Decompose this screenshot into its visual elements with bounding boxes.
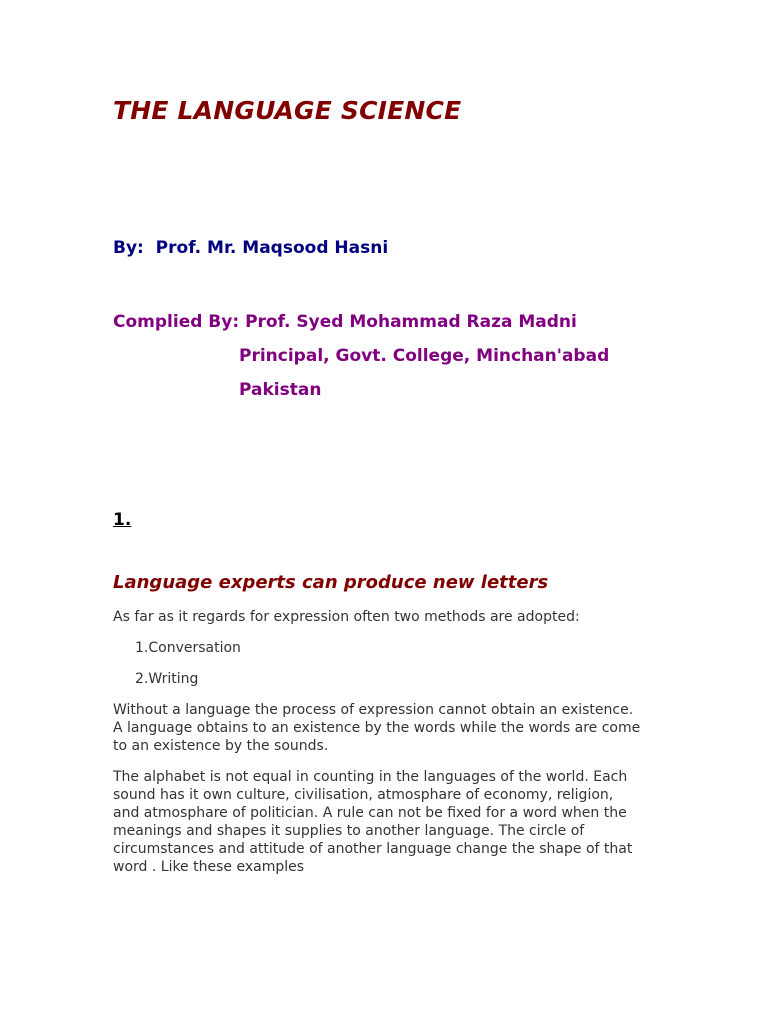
body-paragraph: Without a language the process of expression cannot obtain an existence. A language obtains to an existence by the words while the words are come to an existence by the sounds. [113, 702, 641, 754]
list-item: 2.Writing [135, 671, 199, 687]
compiler-position: Principal, Govt. College, Minchan'abad [239, 346, 610, 366]
author-byline: By: Prof. Mr. Maqsood Hasni [113, 238, 389, 258]
section-number: 1. [113, 510, 132, 530]
section-heading: Language experts can produce new letters [113, 572, 549, 593]
list-item: 1.Conversation [135, 640, 241, 656]
compiler-name: Complied By: Prof. Syed Mohammad Raza Madni [113, 312, 577, 332]
compiler-credit [113, 305, 609, 407]
intro-paragraph: As far as it regards for expression often two methods are adopted: [113, 609, 580, 625]
body-paragraph: The alphabet is not equal in counting in the languages of the world. Each sound has it own culture, civilisation, atmosphare of economy, religion, and atmosphare of politician. A rule can not be fixed for a word when the meanings and shapes it supplies to another language. The circle of circumstances and attitude of another language change the shape of that word . Like these examples [113, 769, 633, 875]
compiler-country: Pakistan [239, 380, 322, 400]
document-title: THE LANGUAGE SCIENCE [113, 96, 462, 125]
